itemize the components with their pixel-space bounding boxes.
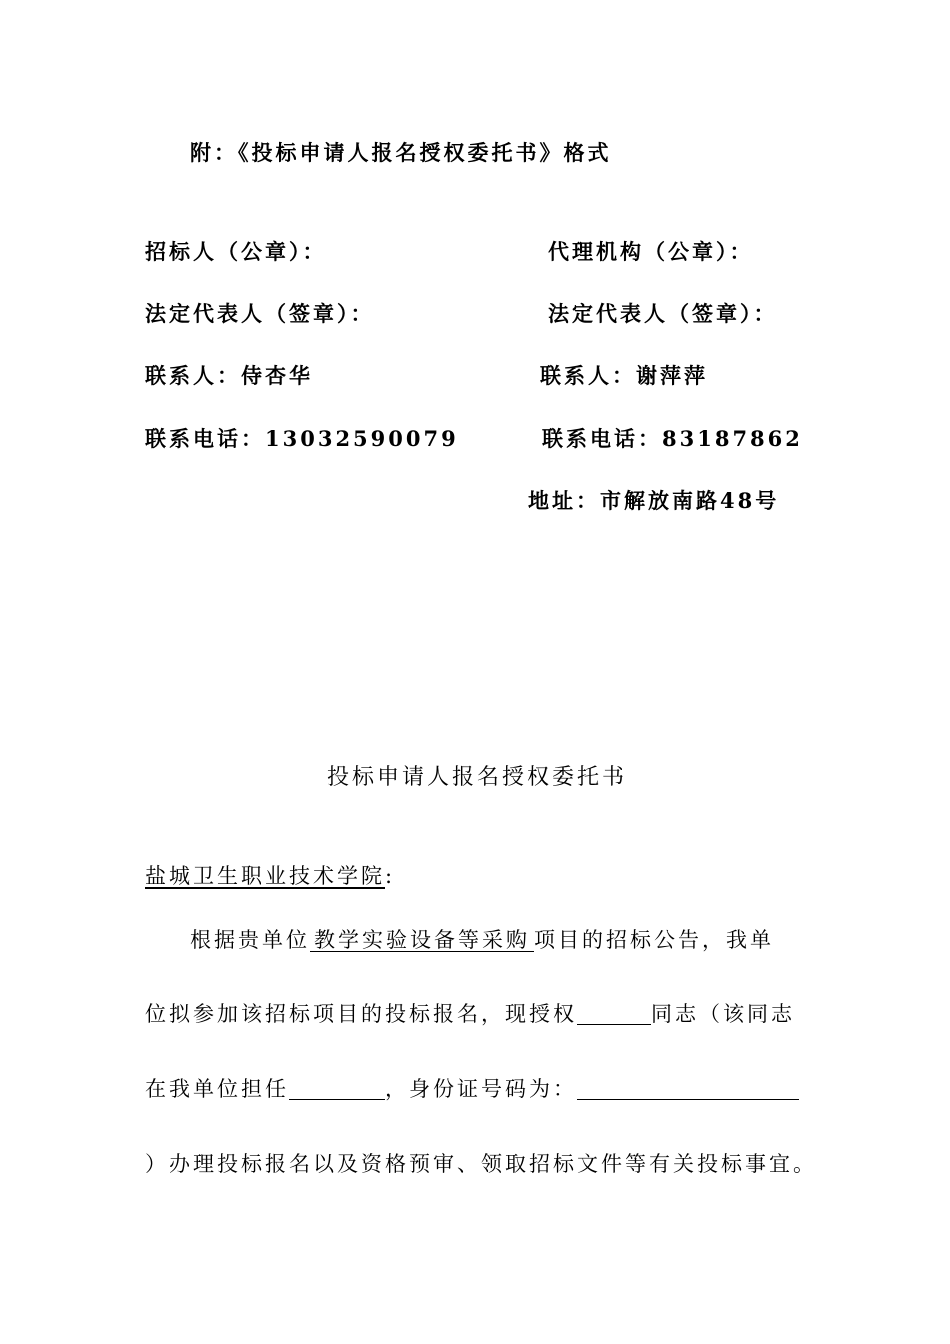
recipient-suffix: :	[385, 864, 396, 888]
recipient-line	[145, 866, 395, 887]
p2-suffix: 同志（该同志	[651, 1002, 795, 1026]
tenderer-contact: 联系人：侍杏华	[145, 363, 313, 388]
attachment-header: 附：《投标申请人报名授权委托书》格式	[190, 140, 612, 165]
position-blank[interactable]	[289, 1079, 385, 1100]
tenderer-legal-rep-label: 法定代表人（签章）：	[145, 301, 375, 326]
document-title: 投标申请人报名授权委托书	[327, 765, 628, 790]
paragraph-line-1	[190, 930, 774, 952]
paragraph-line-3	[145, 1079, 799, 1100]
agency-contact: 联系人：谢萍萍	[540, 363, 708, 388]
recipient-name: 盐城卫生职业技术学院	[145, 864, 385, 888]
agency-phone: 联系电话：83187862	[542, 426, 803, 451]
authorized-person-blank[interactable]	[577, 1004, 651, 1025]
p3-middle: ，身份证号码为：	[385, 1077, 577, 1101]
agency-legal-rep-label: 法定代表人（签章）：	[548, 301, 778, 326]
project-name: 教学实验设备等采购	[310, 930, 534, 952]
p1-prefix: 根据贵单位	[190, 928, 310, 952]
agency-address: 地址：市解放南路48号	[528, 488, 780, 513]
agency-seal-label: 代理机构（公章）：	[548, 239, 754, 264]
tenderer-phone: 联系电话：13032590079	[145, 426, 459, 451]
p2-prefix: 位拟参加该招标项目的投标报名，现授权	[145, 1002, 577, 1026]
paragraph-line-2	[145, 1004, 795, 1025]
p1-suffix: 项目的招标公告，我单	[534, 928, 774, 952]
id-number-blank[interactable]	[577, 1079, 799, 1100]
tenderer-seal-label: 招标人（公章）：	[145, 239, 327, 264]
p3-prefix: 在我单位担任	[145, 1077, 289, 1101]
paragraph-line-4: ）办理投标报名以及资格预审、领取招标文件等有关投标事宜。	[145, 1152, 817, 1176]
